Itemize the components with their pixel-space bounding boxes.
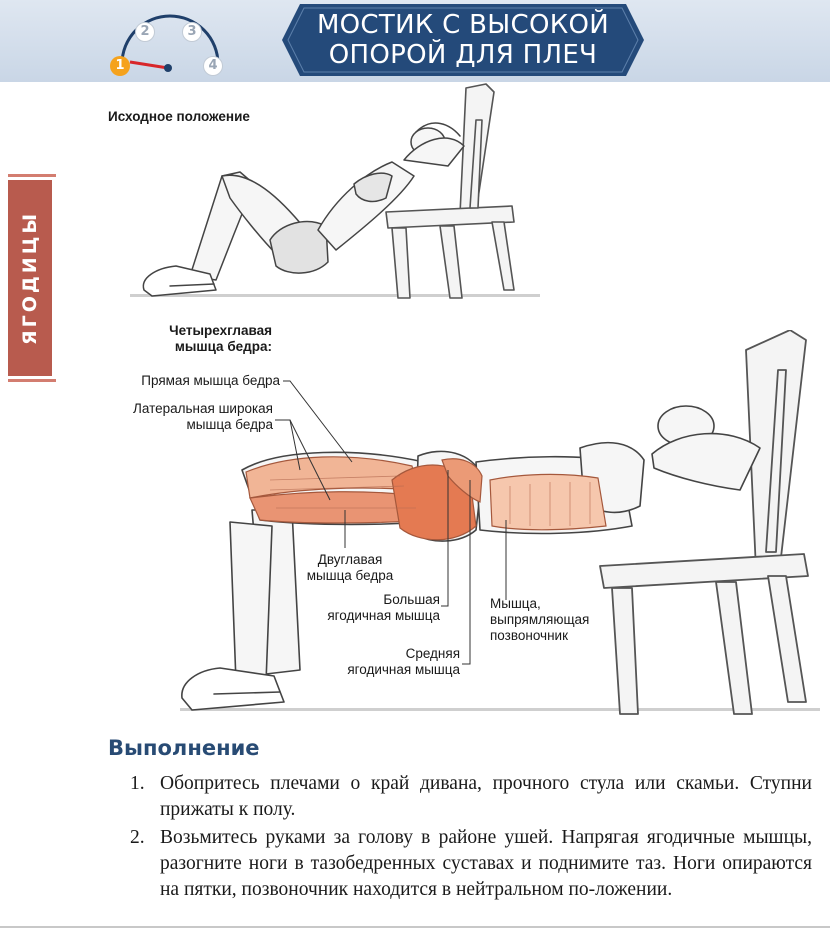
start-position-caption: Исходное положение — [108, 109, 250, 124]
label-gluteus-maximus: Большая ягодичная мышца — [327, 592, 440, 623]
step-text: Возьмитесь руками за голову в районе ушей. Напрягая ягодичные мышцы, разогните ноги в тазобедренных суставах и поднимите таз. Ноги опираются на пятки, позвоночник находится в нейтральном по-ложении. — [160, 827, 812, 900]
instruction-step — [130, 825, 812, 903]
label-rectus-femoris: Прямая мышца бедра — [141, 373, 280, 388]
quadriceps-title: Четырехглавая мышца бедра: — [169, 323, 272, 354]
label-biceps-femoris: Двуглавая мышца бедра — [306, 552, 394, 583]
instruction-step — [130, 771, 812, 823]
step-number: 2. — [130, 827, 145, 848]
level-2-badge: 2 — [135, 22, 155, 42]
label-gluteus-medius: Средняя ягодичная мышца — [347, 646, 460, 677]
page-bottom-rule — [0, 926, 830, 928]
instructions-heading: Выполнение — [108, 736, 260, 760]
label-erector-spinae: Мышца, выпрямляющая позвоночник — [490, 596, 590, 643]
level-1-badge: 1 — [110, 56, 130, 76]
label-vastus-lateralis: Латеральная широкая мышца бедра — [133, 401, 273, 432]
step-number: 1. — [130, 773, 145, 794]
instruction-steps — [130, 771, 812, 905]
level-3-badge: 3 — [182, 22, 202, 42]
level-4-badge: 4 — [203, 56, 223, 76]
step-text: Обопритесь плечами о край дивана, прочного стула или скамьи. Ступни прижаты к полу. — [160, 773, 812, 820]
page-title: МОСТИК С ВЫСОКОЙ ОПОРОЙ ДЛЯ ПЛЕЧ — [316, 10, 610, 70]
side-tab-label: ЯГОДИЦЫ — [19, 210, 41, 346]
